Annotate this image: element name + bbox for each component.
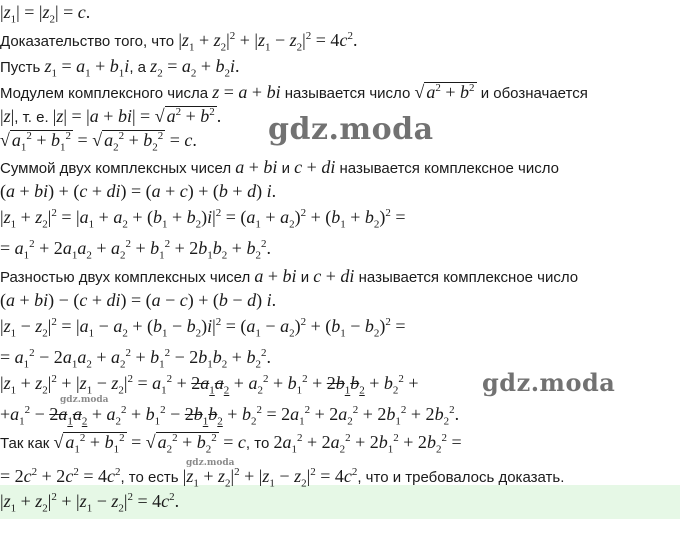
solution-line-18: $|z_1 + z_2|^2 + |z_1 - z_2|^2 = 4c^2$. [0, 491, 180, 515]
solution-line-12: $|z_1 - z_2|^2 = |a_1 - a_2 + (b_1 - b_2)i|^2 = (a_1 - a_2)^2 + (b_1 - b_2)^2$ = [0, 316, 406, 340]
watermark-small-1: gdz.moda [60, 395, 109, 405]
solution-line-8: $|z_1 + z_2|^2 = |a_1 + a_2 + (b_1 + b_2)i|^2 = (a_1 + a_2)^2 + (b_1 + b_2)^2$ = [0, 207, 406, 231]
solution-line-2: Пусть $z_1 = a_1 + b_1i$, а $z_2 = a_2 + b_2i$. [0, 56, 240, 80]
solution-line-1: Доказательство того, что $|z_1 + z_2|^2 + |z_1 - z_2|^2 = 4c^2$. [0, 30, 358, 54]
solution-line-9: = $a_1^2 + 2a_1a_2 + a_2^2 + b_1^2 + 2b_1b_2 + b_2^2$. [0, 238, 271, 262]
solution-line-5: √ $a_1^2 + b_1^2$ = √ $a_2^2 + b_2^2 = c$. [0, 130, 197, 154]
solution-line-11: (a + bi) − (c + di) = (a − c) + (b − d) i. [0, 290, 277, 310]
watermark-logo-2: gdz.moda [482, 368, 616, 397]
watermark-logo-1: gdz.moda [268, 112, 434, 147]
solution-line-7: (a + bi) + (c + di) = (a + c) + (b + d) i. [0, 181, 277, 201]
watermark-small-2: gdz.moda [186, 458, 235, 468]
solution-line-15: $+a_1^2 - 2a_1a_2 + a_2^2 + b_1^2 - 2b_1b_2 + b_2^2 = 2a_1^2 + 2a_2^2 + 2b_1^2 + 2b_2^2$. [0, 404, 460, 428]
solution-line-4: |z|, т. е. |z| = |a + bi| = √ $a^2 + b^2$ . [0, 106, 222, 126]
solution-line-3: Модулем комплексного числа z = a + bi называется число √ $a^2 + b^2$ и обозначается [0, 82, 588, 102]
solution-line-10: Разностью двух комплексных чисел a + bi и c + di называется комплексное число [0, 266, 579, 286]
solution-line-0: $|z_1| = |z_2| = c$. [0, 2, 91, 26]
solution-line-17: = $2c^2 + 2c^2 = 4c^2$, то есть $|z_1 + z_2|^2 + |z_1 - z_2|^2 = 4c^2$, что и требовалось доказать. [0, 466, 565, 490]
solution-line-6: Суммой двух комплексных чисел a + bi и c + di называется комплексное число [0, 157, 560, 177]
solution-line-14: $|z_1 + z_2|^2 + |z_1 - z_2|^2 = a_1^2 + 2a_1a_2 + a_2^2 + b_1^2 + 2b_1b_2 + b_2^2$ + [0, 373, 419, 397]
solution-line-16: Так как √ $a_1^2 + b_1^2$ = √ $a_2^2 + b_2^2 = c$, то $2a_1^2 + 2a_2^2 + 2b_1^2 + 2b_2^2$ = [0, 432, 462, 456]
solution-line-13: = $a_1^2 - 2a_1a_2 + a_2^2 + b_1^2 - 2b_1b_2 + b_2^2$. [0, 347, 271, 371]
